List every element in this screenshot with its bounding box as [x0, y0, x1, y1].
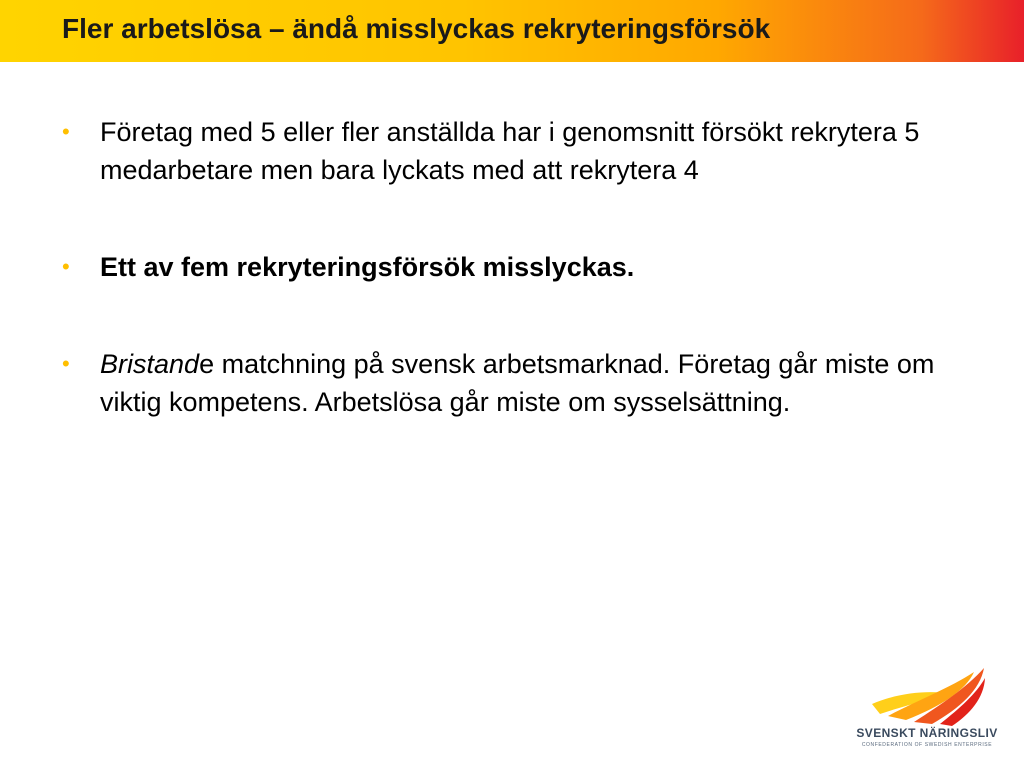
logo-name: SVENSKT NÄRINGSLIV: [856, 726, 998, 740]
bullet-text: Ett av fem rekryteringsförsök misslyckas.: [100, 252, 635, 282]
bullet-item: [62, 345, 962, 421]
bullet-item: [62, 248, 962, 286]
bullet-text: Företag med 5 eller fler anställda har i genomsnitt försökt rekrytera 5 medarbetare men bara lyckats med att rekrytera 4: [100, 117, 920, 185]
bullet-dot-icon: •: [62, 351, 70, 376]
title-bar: [0, 0, 1024, 62]
flame-wings-logo-icon: [870, 664, 986, 728]
bullet-text: e matchning på svensk arbetsmarknad. Företag går miste om viktig kompetens. Arbetslösa går miste om sysselsättning.: [100, 349, 935, 417]
bullet-item: [62, 113, 962, 189]
bullet-list: [62, 113, 962, 480]
bullet-text-italic: Bristand: [100, 349, 200, 379]
svenskt-naringsliv-logo: [842, 664, 1012, 756]
bullet-dot-icon: •: [62, 254, 70, 279]
logo-subtitle: CONFEDERATION OF SWEDISH ENTERPRISE: [861, 742, 993, 748]
bullet-dot-icon: •: [62, 119, 70, 144]
slide-title: Fler arbetslösa – ändå misslyckas rekryteringsförsök: [62, 13, 771, 44]
